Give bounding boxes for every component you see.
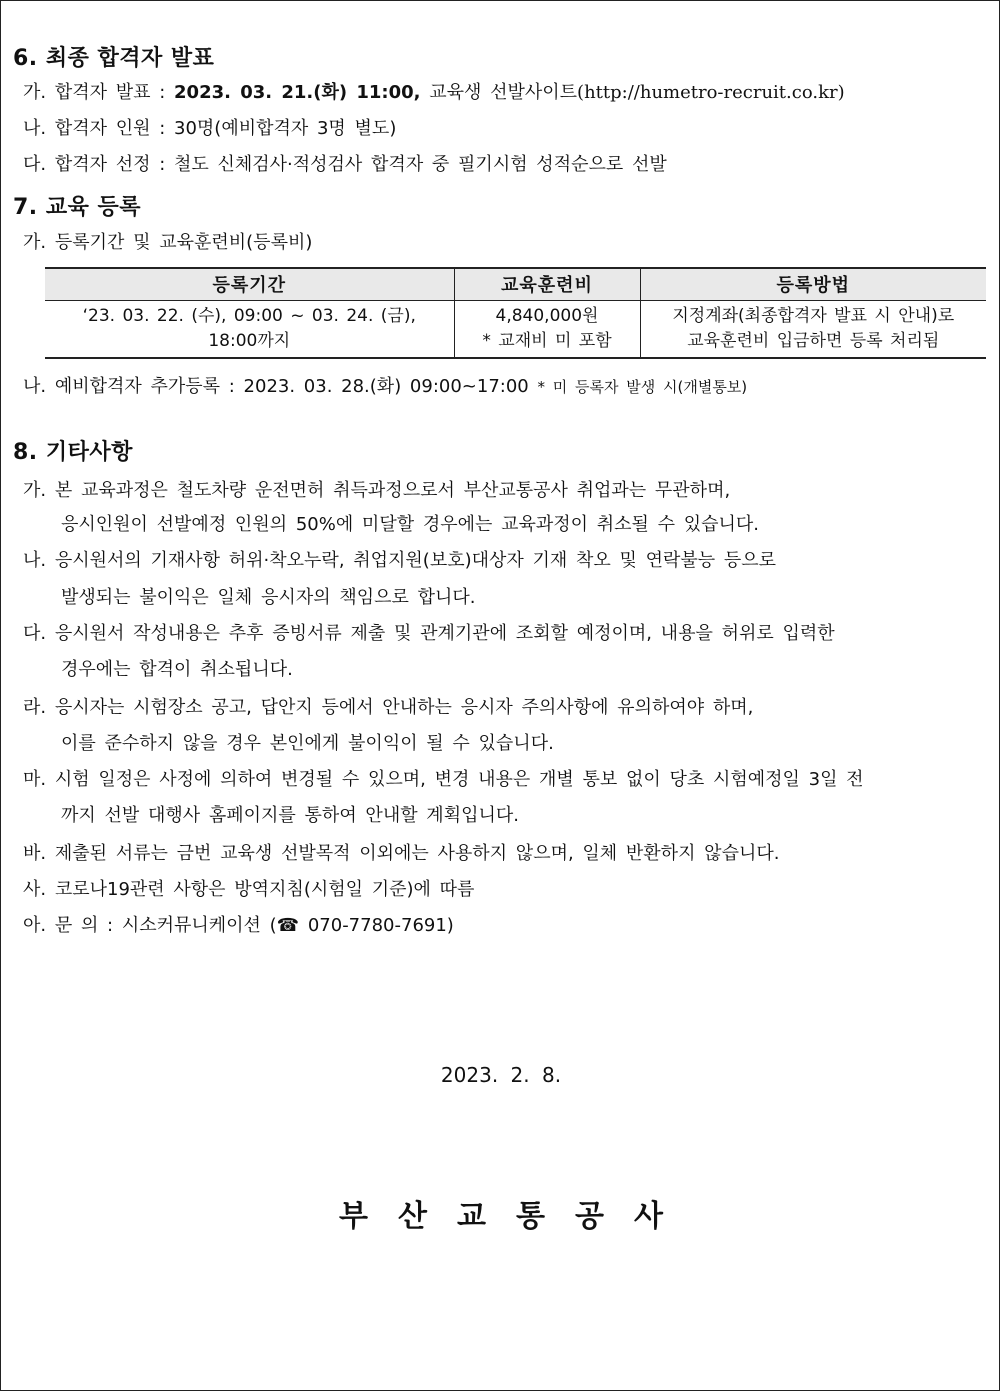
registration-table-row	[45, 300, 986, 358]
s8-item-4-line-2: 이를 준수하지 않을 경우 본인에게 불이익이 될 수 있습니다.	[61, 733, 554, 754]
s8-item-1-line-2: 응시인원이 선발예정 인원의 50%에 미달할 경우에는 교육과정이 취소될 수 있습니다.	[61, 514, 760, 535]
s8-item-5-line-1: 마. 시험 일정은 사정에 의하여 변경될 수 있으며, 변경 내용은 개별 통보 없이 당초 시험예정일 3일 전	[23, 769, 864, 790]
s8-item-3-line-1: 다. 응시원서 작성내용은 추후 증빙서류 제출 및 관계기관에 조회할 예정이며, 내용을 허위로 입력한	[23, 623, 835, 644]
header-period: 등록기간	[45, 268, 454, 300]
registration-table-header-row	[45, 268, 986, 300]
fee-line-1: 4,840,000원	[495, 305, 599, 326]
contact-prefix: 아. 문 의 : 시소커뮤니케이션 (	[23, 915, 277, 936]
s7-item-a: 가. 등록기간 및 교육훈련비(등록비)	[23, 232, 313, 253]
header-method: 등록방법	[640, 268, 986, 300]
s7-item-b-main: 나. 예비합격자 추가등록 : 2023. 03. 28.(화) 09:00~17:00	[23, 376, 538, 397]
cell-fee	[454, 300, 640, 358]
s6-item-c: 다. 합격자 선정 : 철도 신체검사·적성검사 합격자 중 필기시험 성적순으로 선발	[23, 154, 667, 175]
period-line-2: 18:00까지	[208, 330, 291, 351]
section-6-title: 6. 최종 합격자 발표	[13, 46, 215, 71]
s8-item-7: 사. 코로나19관련 사항은 방역지침(시험일 기준)에 따름	[23, 879, 475, 900]
contact-number: 070-7780-7691)	[299, 915, 454, 936]
cell-method	[640, 300, 986, 358]
s7-item-b	[23, 375, 747, 399]
method-line-2: 교육훈련비 입금하면 등록 처리됨	[687, 330, 940, 351]
s6-announce-datetime: 2023. 03. 21.(화) 11:00,	[174, 82, 421, 103]
period-line-1: ‘23. 03. 22. (수), 09:00 ~ 03. 24. (금),	[82, 305, 416, 326]
method-line-1: 지정계좌(최종합격자 발표 시 안내)로	[672, 305, 955, 326]
s6-item-b: 나. 합격자 인원 : 30명(예비합격자 3명 별도)	[23, 118, 397, 139]
s8-item-4-line-1: 라. 응시자는 시험장소 공고, 답안지 등에서 안내하는 응시자 주의사항에 유의하여야 하며,	[23, 697, 754, 718]
registration-table	[45, 267, 986, 359]
s7-item-b-note: * 미 등록자 발생 시(개별통보)	[537, 378, 748, 396]
s6-site-url: (http://humetro-recruit.co.kr)	[577, 82, 845, 103]
document-date: 2023. 2. 8.	[440, 1063, 562, 1087]
s6-item-a-prefix: 가. 합격자 발표 :	[23, 82, 175, 103]
s8-item-6: 바. 제출된 서류는 금번 교육생 선발목적 이외에는 사용하지 않으며, 일체 반환하지 않습니다.	[23, 843, 780, 864]
header-fee: 교육훈련비	[454, 268, 640, 300]
s6-site-label: 교육생 선발사이트	[420, 82, 578, 103]
section-8-title: 8. 기타사항	[13, 440, 133, 465]
fee-line-2: * 교재비 미 포함	[482, 330, 612, 351]
s8-item-contact	[23, 914, 454, 938]
s8-item-1-line-1: 가. 본 교육과정은 철도차량 운전면허 취득과정으로서 부산교통공사 취업과는 무관하며,	[23, 480, 731, 501]
section-7-title: 7. 교육 등록	[13, 195, 141, 220]
organization-name: 부산교통공사	[339, 1199, 693, 1234]
s8-item-5-line-2: 까지 선발 대행사 홈페이지를 통하여 안내할 계획입니다.	[61, 805, 519, 826]
s8-item-3-line-2: 경우에는 합격이 취소됩니다.	[61, 659, 293, 680]
s8-item-2-line-1: 나. 응시원서의 기재사항 허위·착오누락, 취업지원(보호)대상자 기재 착오 및 연락불능 등으로	[23, 550, 777, 571]
s8-item-2-line-2: 발생되는 불이익은 일체 응시자의 책임으로 합니다.	[61, 587, 476, 608]
cell-period	[45, 300, 454, 358]
s6-item-a	[23, 81, 845, 105]
phone-icon: ☎	[276, 915, 300, 936]
